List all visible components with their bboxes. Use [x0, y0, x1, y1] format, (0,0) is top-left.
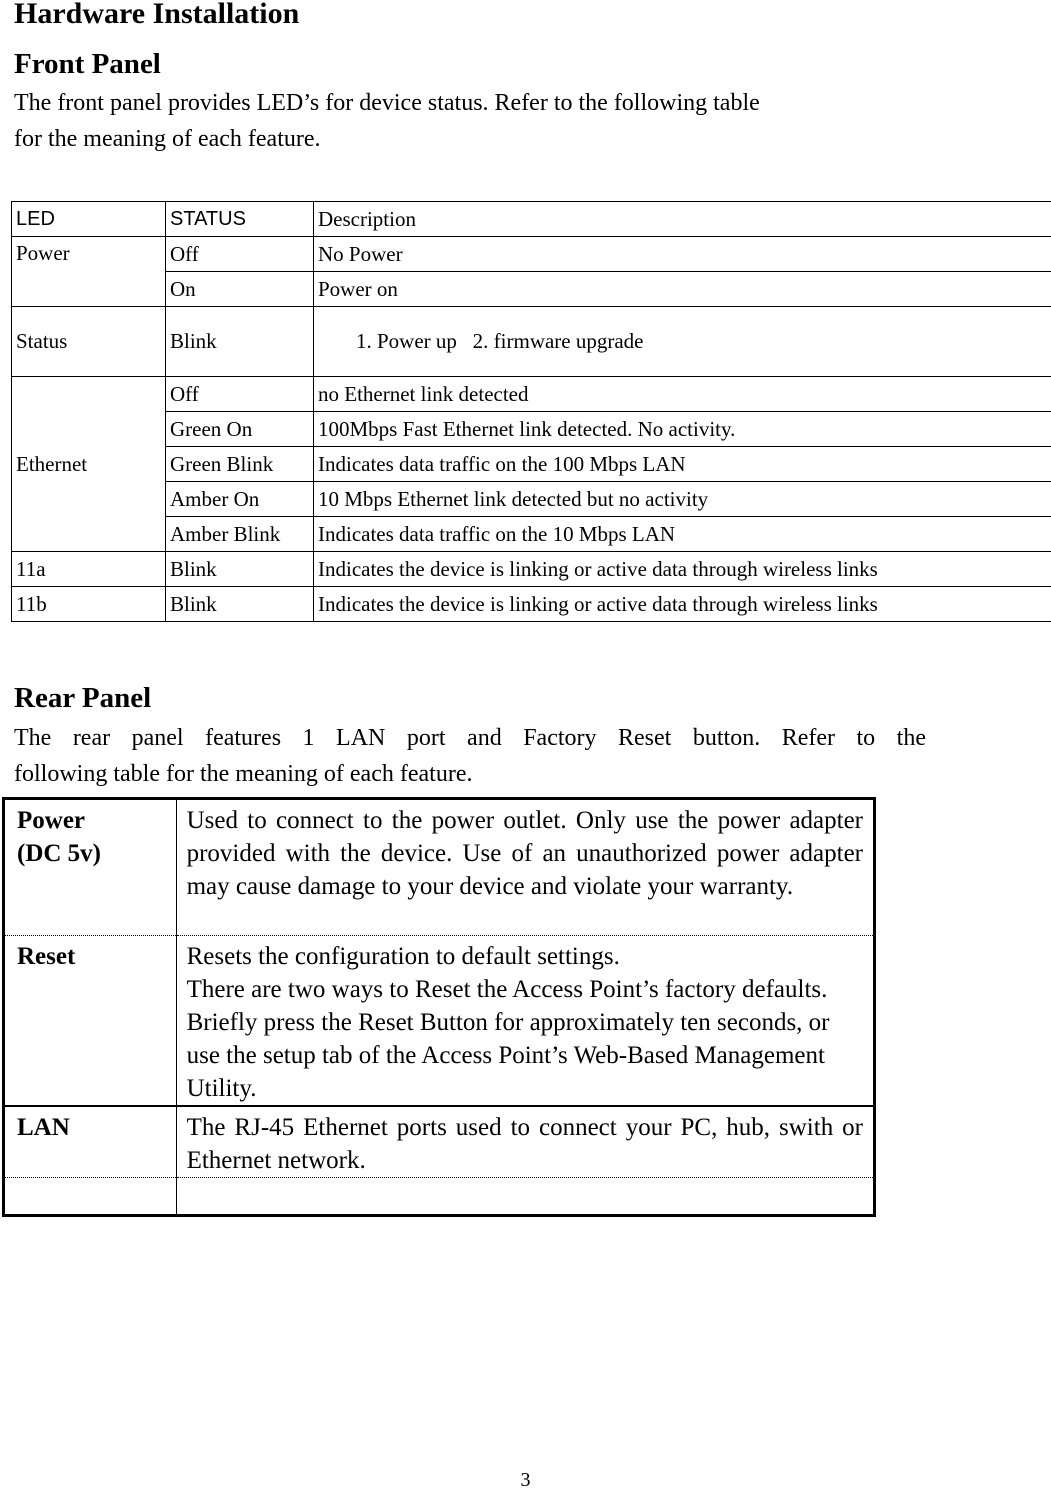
description-cell: 1. Power up 2. firmware upgrade	[314, 307, 1051, 377]
table-row	[4, 936, 875, 1107]
status-cell: Amber On	[166, 482, 314, 517]
rear-panel-table	[2, 797, 876, 1217]
rear-label-power-line-2: (DC 5v)	[17, 837, 168, 870]
rear-desc-reset-line-2: There are two ways to Reset the Access Point’s factory defaults. Briefly press the Reset Button for approximately ten seconds, or use the setup tab of the Access Point’s Web-Based Management Utility.	[187, 973, 863, 1105]
description-cell: no Ethernet link detected	[314, 377, 1051, 412]
led-11a: 11a	[12, 552, 166, 587]
description-cell: No Power	[314, 237, 1051, 272]
table-row	[12, 587, 1051, 622]
rear-label-power	[4, 799, 177, 936]
empty-cell	[176, 1178, 874, 1216]
front-panel-heading: Front Panel	[14, 47, 161, 81]
status-cell: Amber Blink	[166, 517, 314, 552]
rear-panel-intro-line-2: following table for the meaning of each feature.	[14, 756, 926, 792]
status-cell: Blink	[166, 587, 314, 622]
description-cell: Indicates the device is linking or active data through wireless links	[314, 552, 1051, 587]
table-row	[4, 799, 875, 936]
led-status: Status	[12, 307, 166, 377]
led-11b: 11b	[12, 587, 166, 622]
status-cell: On	[166, 272, 314, 307]
front-panel-intro	[14, 85, 1014, 157]
rear-label-lan: LAN	[4, 1106, 177, 1178]
rear-panel-heading: Rear Panel	[14, 681, 151, 715]
table-row	[12, 447, 1051, 482]
table-row	[12, 272, 1051, 307]
rear-desc-reset	[176, 936, 874, 1107]
led-power: Power	[12, 237, 166, 307]
rear-label-power-line-1: Power	[17, 804, 168, 837]
header-description: Description	[314, 202, 1051, 237]
table-row	[12, 552, 1051, 587]
description-cell: Indicates data traffic on the 10 Mbps LAN	[314, 517, 1051, 552]
description-cell: 100Mbps Fast Ethernet link detected. No activity.	[314, 412, 1051, 447]
description-cell: Indicates data traffic on the 100 Mbps LAN	[314, 447, 1051, 482]
description-cell: Indicates the device is linking or active data through wireless links	[314, 587, 1051, 622]
rear-panel-intro	[14, 720, 926, 792]
rear-desc-reset-line-1: Resets the configuration to default settings.	[187, 940, 863, 973]
header-led: LED	[12, 202, 166, 237]
header-status: STATUS	[166, 202, 314, 237]
page-title: Hardware Installation	[14, 0, 299, 32]
table-row	[12, 237, 1051, 272]
description-cell: Power on	[314, 272, 1051, 307]
led-status-table	[11, 201, 1051, 622]
status-cell: Off	[166, 237, 314, 272]
status-cell: Blink	[166, 307, 314, 377]
rear-desc-power: Used to connect to the power outlet. Only use the power adapter provided with the device. Use of an unauthorized power adapter may cause damage to your device and violate your warranty.	[176, 799, 874, 936]
status-cell: Green On	[166, 412, 314, 447]
status-cell: Off	[166, 377, 314, 412]
table-header-row	[12, 202, 1051, 237]
led-ethernet: Ethernet	[12, 377, 166, 552]
description-cell: 10 Mbps Ethernet link detected but no activity	[314, 482, 1051, 517]
front-panel-intro-line-2: for the meaning of each feature.	[14, 121, 1014, 157]
table-row	[12, 412, 1051, 447]
table-row	[12, 307, 1051, 377]
status-cell: Green Blink	[166, 447, 314, 482]
table-row	[12, 482, 1051, 517]
front-panel-intro-line-1: The front panel provides LED’s for device status. Refer to the following table	[14, 85, 1014, 121]
table-row	[4, 1106, 875, 1178]
table-row-empty	[4, 1178, 875, 1216]
rear-label-reset: Reset	[4, 936, 177, 1107]
rear-desc-lan: The RJ-45 Ethernet ports used to connect your PC, hub, swith or Ethernet network.	[176, 1106, 874, 1178]
page-number: 3	[0, 1470, 1051, 1490]
table-row	[12, 377, 1051, 412]
rear-panel-intro-line-1: The rear panel features 1 LAN port and Factory Reset button. Refer to the	[14, 720, 926, 756]
empty-cell	[4, 1178, 177, 1216]
table-row	[12, 517, 1051, 552]
status-cell: Blink	[166, 552, 314, 587]
